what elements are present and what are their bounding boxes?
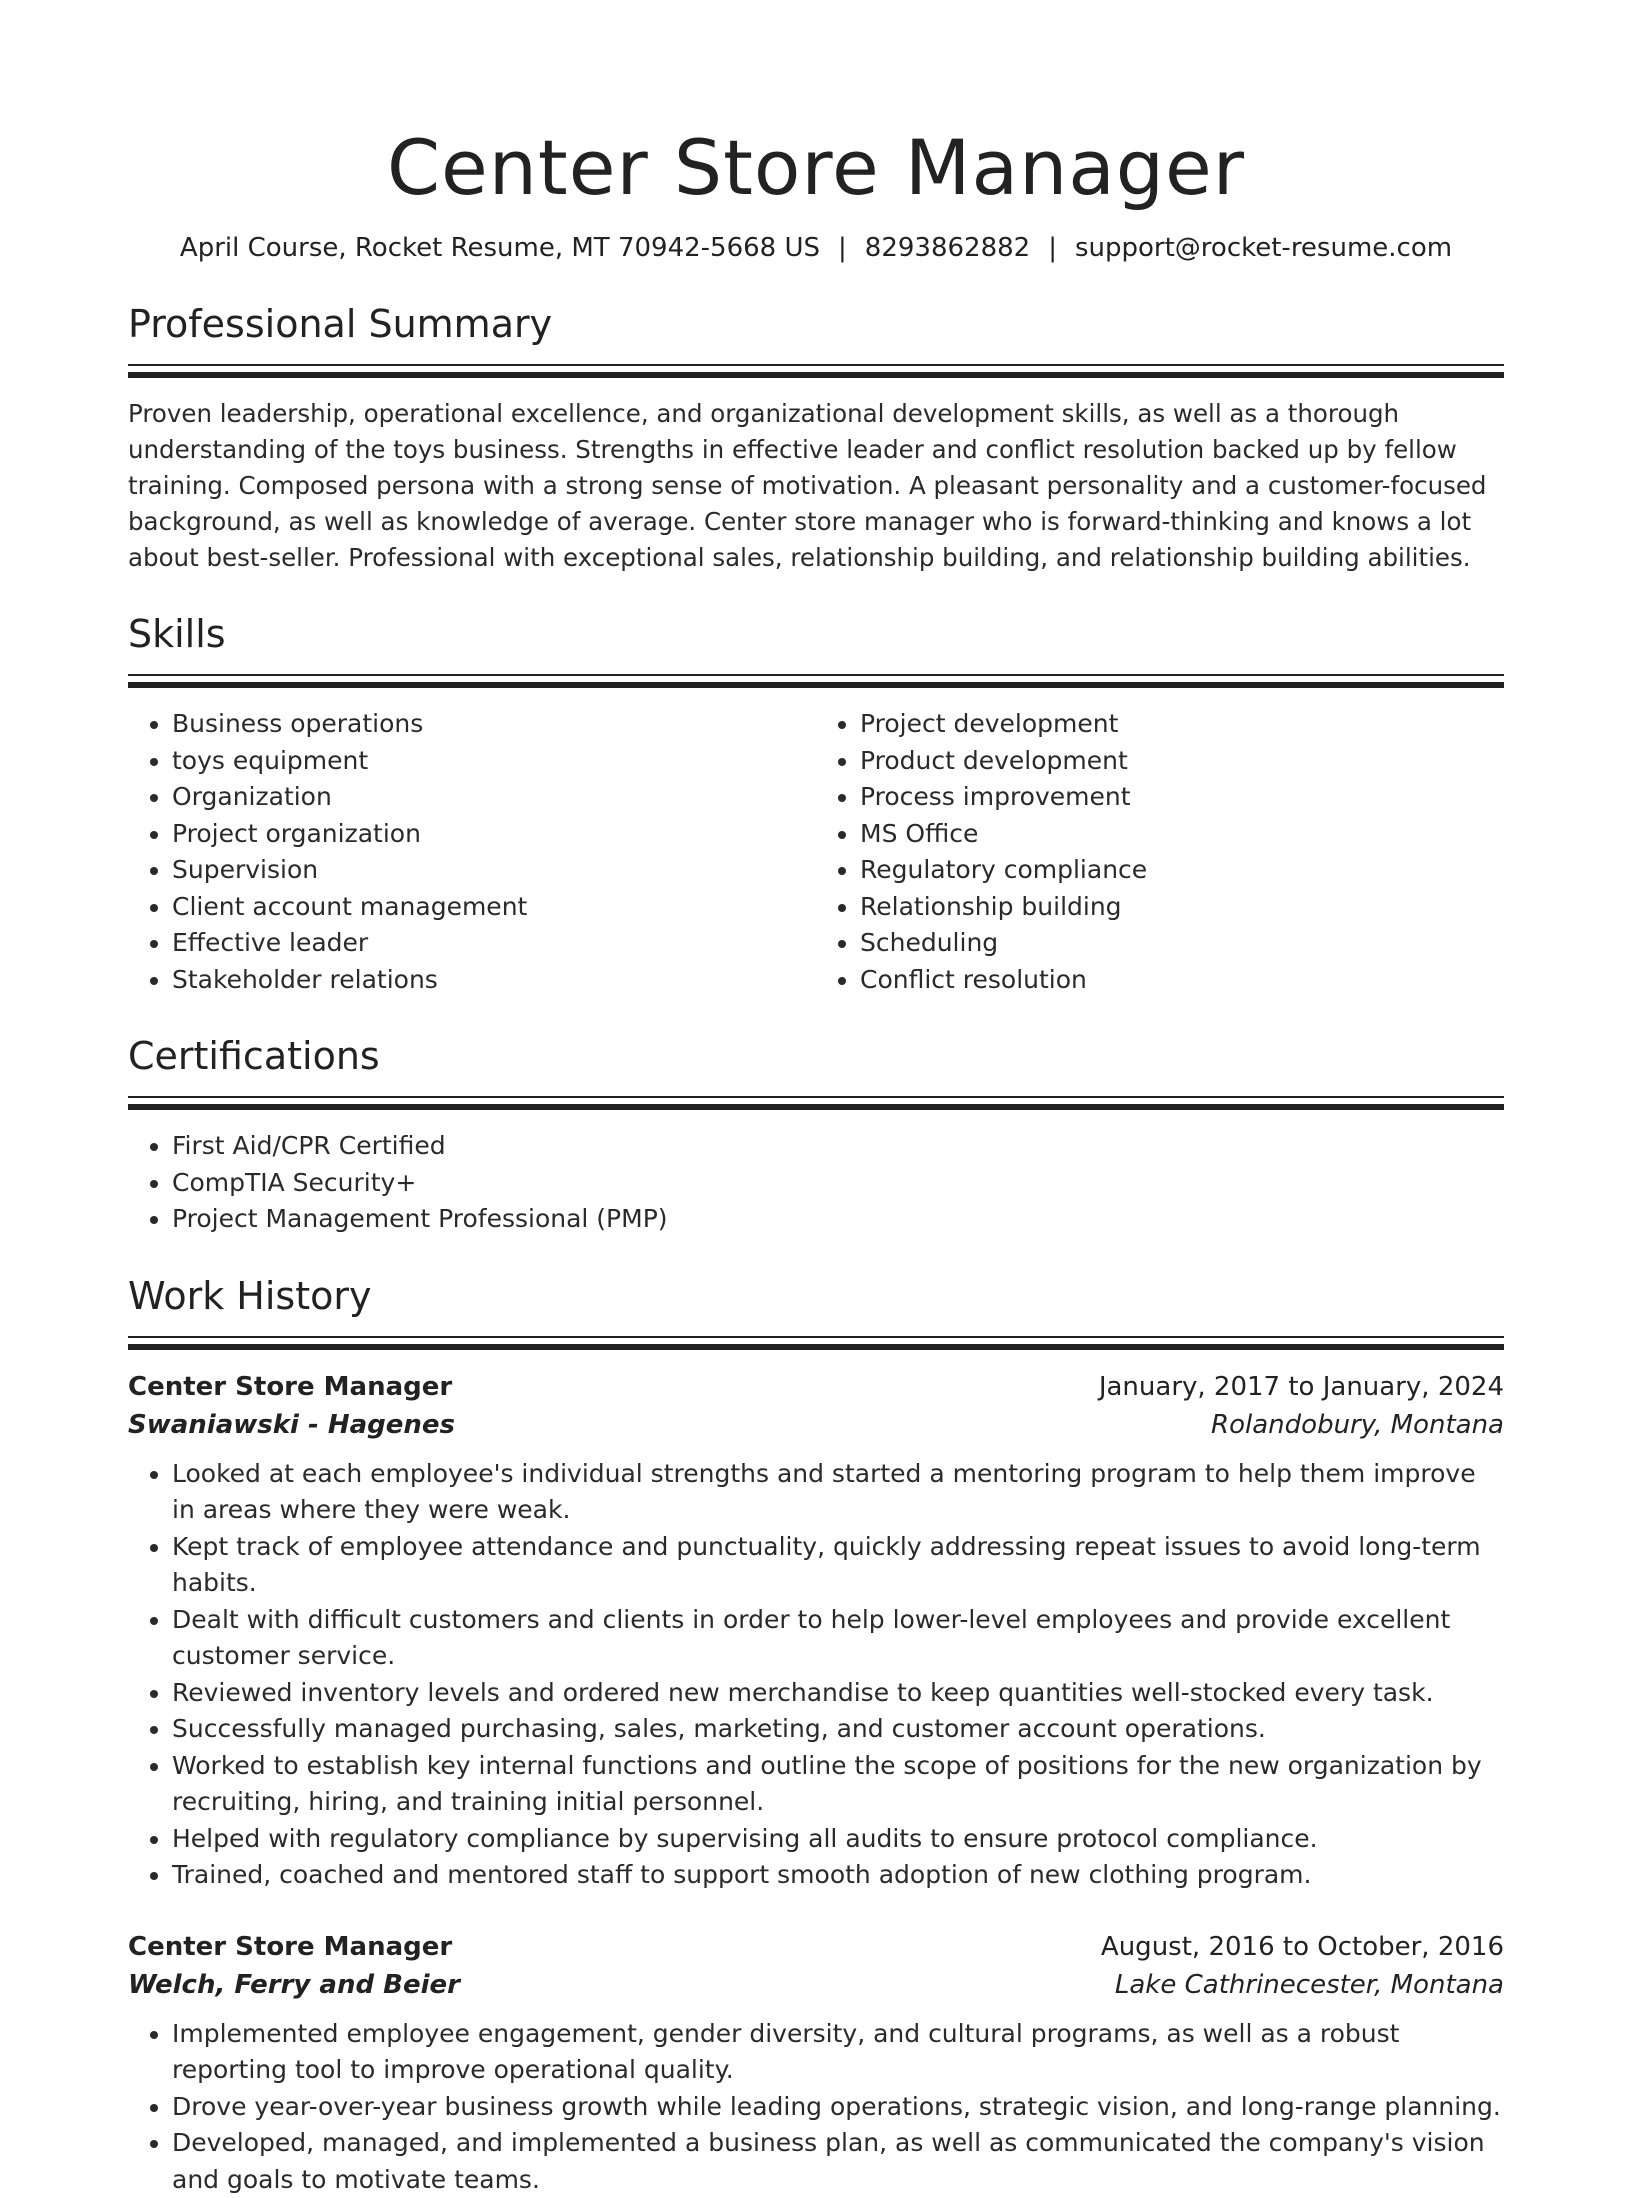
skill-item: • Business operations (172, 706, 816, 743)
job-bullet: • Kept track of employee attendance and punctuality, quickly addressing repeat issues to avoid long-term habits. (172, 1529, 1504, 1602)
section-title-work-history: Work History (128, 1270, 1504, 1322)
skills-list-left (128, 706, 816, 998)
skill-item: • MS Office (860, 816, 1504, 853)
skill-item: • Regulatory compliance (860, 852, 1504, 889)
section-divider (128, 1336, 1504, 1350)
work-history-section (128, 1270, 1504, 2198)
job-dates: August, 2016 to October, 2016 (1101, 1928, 1504, 1966)
skill-item: • Relationship building (860, 889, 1504, 926)
job-location: Lake Cathrinecester, Montana (1115, 1966, 1504, 2004)
skill-item: • Process improvement (860, 779, 1504, 816)
resume-name: Center Store Manager (128, 0, 1504, 216)
section-title-skills: Skills (128, 608, 1504, 660)
certifications-section (128, 1030, 1504, 1238)
certification-item: • First Aid/CPR Certified (172, 1128, 1504, 1165)
contact-line (128, 230, 1504, 266)
job-subheader-row (128, 1966, 1504, 2004)
contact-email[interactable]: support@rocket-resume.com (1075, 233, 1452, 263)
skill-item: • Organization (172, 779, 816, 816)
job-bullet: • Worked to establish key internal functions and outline the scope of positions for the new organization by recruiting, hiring, and training initial personnel. (172, 1748, 1504, 1821)
certifications-list (128, 1128, 1504, 1238)
job-header-row (128, 1368, 1504, 1406)
certification-item: • CompTIA Security+ (172, 1165, 1504, 1202)
job-bullet: • Dealt with difficult customers and clients in order to help lower-level employees and provide excellent customer service. (172, 1602, 1504, 1675)
section-divider (128, 1096, 1504, 1110)
skills-columns (128, 706, 1504, 998)
contact-phone: 8293862882 (865, 233, 1030, 263)
job-entry (128, 1928, 1504, 2198)
section-divider (128, 674, 1504, 688)
skills-section (128, 608, 1504, 998)
job-bullets (128, 1456, 1504, 1894)
job-bullet: • Reviewed inventory levels and ordered new merchandise to keep quantities well-stocked every task. (172, 1675, 1504, 1712)
job-bullet: • Successfully managed purchasing, sales, marketing, and customer account operations. (172, 1711, 1504, 1748)
skill-item: • Project organization (172, 816, 816, 853)
skill-item: • Conflict resolution (860, 962, 1504, 999)
job-bullet: • Looked at each employee's individual strengths and started a mentoring program to help them improve in areas where they were weak. (172, 1456, 1504, 1529)
section-title-certifications: Certifications (128, 1030, 1504, 1082)
job-entry (128, 1368, 1504, 1894)
contact-separator: | (1030, 233, 1075, 263)
skills-list-right (816, 706, 1504, 998)
job-location: Rolandobury, Montana (1211, 1406, 1504, 1444)
job-dates: January, 2017 to January, 2024 (1099, 1368, 1504, 1406)
summary-section (128, 298, 1504, 576)
job-title: Center Store Manager (128, 1368, 452, 1406)
job-company: Swaniawski - Hagenes (128, 1406, 455, 1444)
job-bullet: • Drove year-over-year business growth while leading operations, strategic vision, and long-range planning. (172, 2089, 1504, 2126)
job-title: Center Store Manager (128, 1928, 452, 1966)
skill-item: • Client account management (172, 889, 816, 926)
section-title-summary: Professional Summary (128, 298, 1504, 350)
contact-address: April Course, Rocket Resume, MT 70942-5668 US (180, 233, 820, 263)
job-bullet: • Developed, managed, and implemented a business plan, as well as communicated the company's vision and goals to motivate teams. (172, 2125, 1504, 2198)
summary-text: Proven leadership, operational excellence, and organizational development skills, as well as a thorough understanding of the toys business. Strengths in effective leader and conflict resolution backed up by fellow training. Composed persona with a strong sense of motivation. A pleasant personality and a customer-focused background, as well as knowledge of average. Center store manager who is forward-thinking and knows a lot about best-seller. Professional with exceptional sales, relationship building, and relationship building abilities. (128, 396, 1504, 576)
skill-item: • Stakeholder relations (172, 962, 816, 999)
skill-item: • Product development (860, 743, 1504, 780)
job-bullet: • Implemented employee engagement, gender diversity, and cultural programs, as well as a robust reporting tool to improve operational quality. (172, 2016, 1504, 2089)
contact-separator: | (820, 233, 865, 263)
job-bullet: • Trained, coached and mentored staff to support smooth adoption of new clothing program. (172, 1857, 1504, 1894)
skill-item: • Scheduling (860, 925, 1504, 962)
section-divider (128, 364, 1504, 378)
job-subheader-row (128, 1406, 1504, 1444)
job-header-row (128, 1928, 1504, 1966)
certification-item: • Project Management Professional (PMP) (172, 1201, 1504, 1238)
skill-item: • Project development (860, 706, 1504, 743)
job-bullets (128, 2016, 1504, 2198)
skill-item: • toys equipment (172, 743, 816, 780)
skill-item: • Supervision (172, 852, 816, 889)
job-company: Welch, Ferry and Beier (128, 1966, 460, 2004)
skill-item: • Effective leader (172, 925, 816, 962)
job-bullet: • Helped with regulatory compliance by supervising all audits to ensure protocol compliance. (172, 1821, 1504, 1858)
